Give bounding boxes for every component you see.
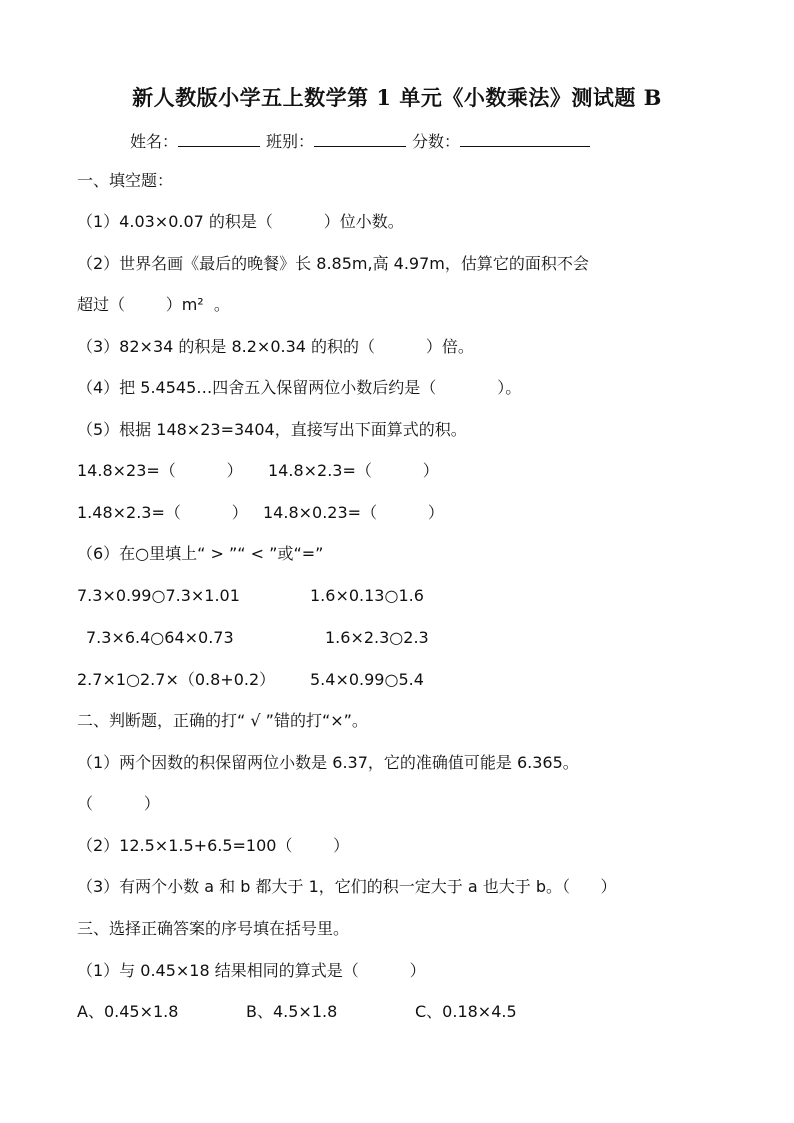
s1-question-1: （1）4.03×0.07 的积是（ ）位小数。 (77, 212, 404, 231)
q6-item-5: 2.7×1○2.7×（0.8+0.2） (77, 670, 276, 689)
q6-item-1: 7.3×0.99○7.3×1.01 (77, 586, 240, 605)
s3-question-1: （1）与 0.45×18 结果相同的算式是（ ） (77, 961, 426, 980)
q5-item-3: 1.48×2.3=（ ） (77, 503, 248, 522)
s1-question-5: （5）根据 148×23=3404，直接写出下面算式的积。 (77, 420, 467, 439)
q5-item-1: 14.8×23=（ ） (77, 461, 243, 480)
s1-question-4: （4）把 5.4545…四舍五入保留两位小数后约是（ ）。 (77, 378, 522, 397)
q5-item-4: 14.8×0.23=（ ） (263, 503, 444, 522)
class-blank[interactable] (314, 130, 406, 147)
s1-question-2-line2: 超过（ ）m² 。 (77, 295, 230, 314)
q5-item-2: 14.8×2.3=（ ） (268, 461, 439, 480)
section2-heading: 二、判断题，正确的打“ √ ”错的打“×”。 (77, 711, 368, 730)
student-info-row (130, 129, 596, 152)
option-a: A、0.45×1.8 (77, 1002, 179, 1021)
s2-question-1: （1）两个因数的积保留两位小数是 6.37，它的准确值可能是 6.365。 (77, 753, 579, 772)
s2-question-2: （2）12.5×1.5+6.5=100（ ） (77, 836, 350, 855)
option-c: C、0.18×4.5 (415, 1002, 517, 1021)
section1-heading: 一、填空题： (77, 171, 174, 190)
s2-question-1-answer: （ ） (77, 794, 160, 813)
name-label: 姓名： (130, 132, 179, 151)
option-b: B、4.5×1.8 (246, 1002, 338, 1021)
score-blank[interactable] (460, 130, 590, 147)
s1-question-6: （6）在○里填上“ > ”“ < ”或“=” (77, 544, 324, 563)
s1-question-2-line1: （2）世界名画《最后的晚餐》长 8.85m,高 4.97m，估算它的面积不会 (77, 254, 589, 273)
s2-question-3: （3）有两个小数 a 和 b 都大于 1，它们的积一定大于 a 也大于 b。（ ） (77, 877, 617, 896)
q6-item-4: 1.6×2.3○2.3 (325, 628, 429, 647)
q6-item-3: 7.3×6.4○64×0.73 (86, 628, 234, 647)
section3-heading: 三、选择正确答案的序号填在括号里。 (77, 919, 350, 938)
score-label: 分数： (412, 132, 461, 151)
q6-item-2: 1.6×0.13○1.6 (310, 586, 424, 605)
page-title: 新人教版小学五上数学第 1 单元《小数乘法》测试题 B (132, 85, 662, 110)
s1-question-3: （3）82×34 的积是 8.2×0.34 的积的（ ）倍。 (77, 337, 474, 356)
q6-item-6: 5.4×0.99○5.4 (310, 670, 424, 689)
name-blank[interactable] (178, 130, 260, 147)
class-label: 班别： (266, 132, 315, 151)
